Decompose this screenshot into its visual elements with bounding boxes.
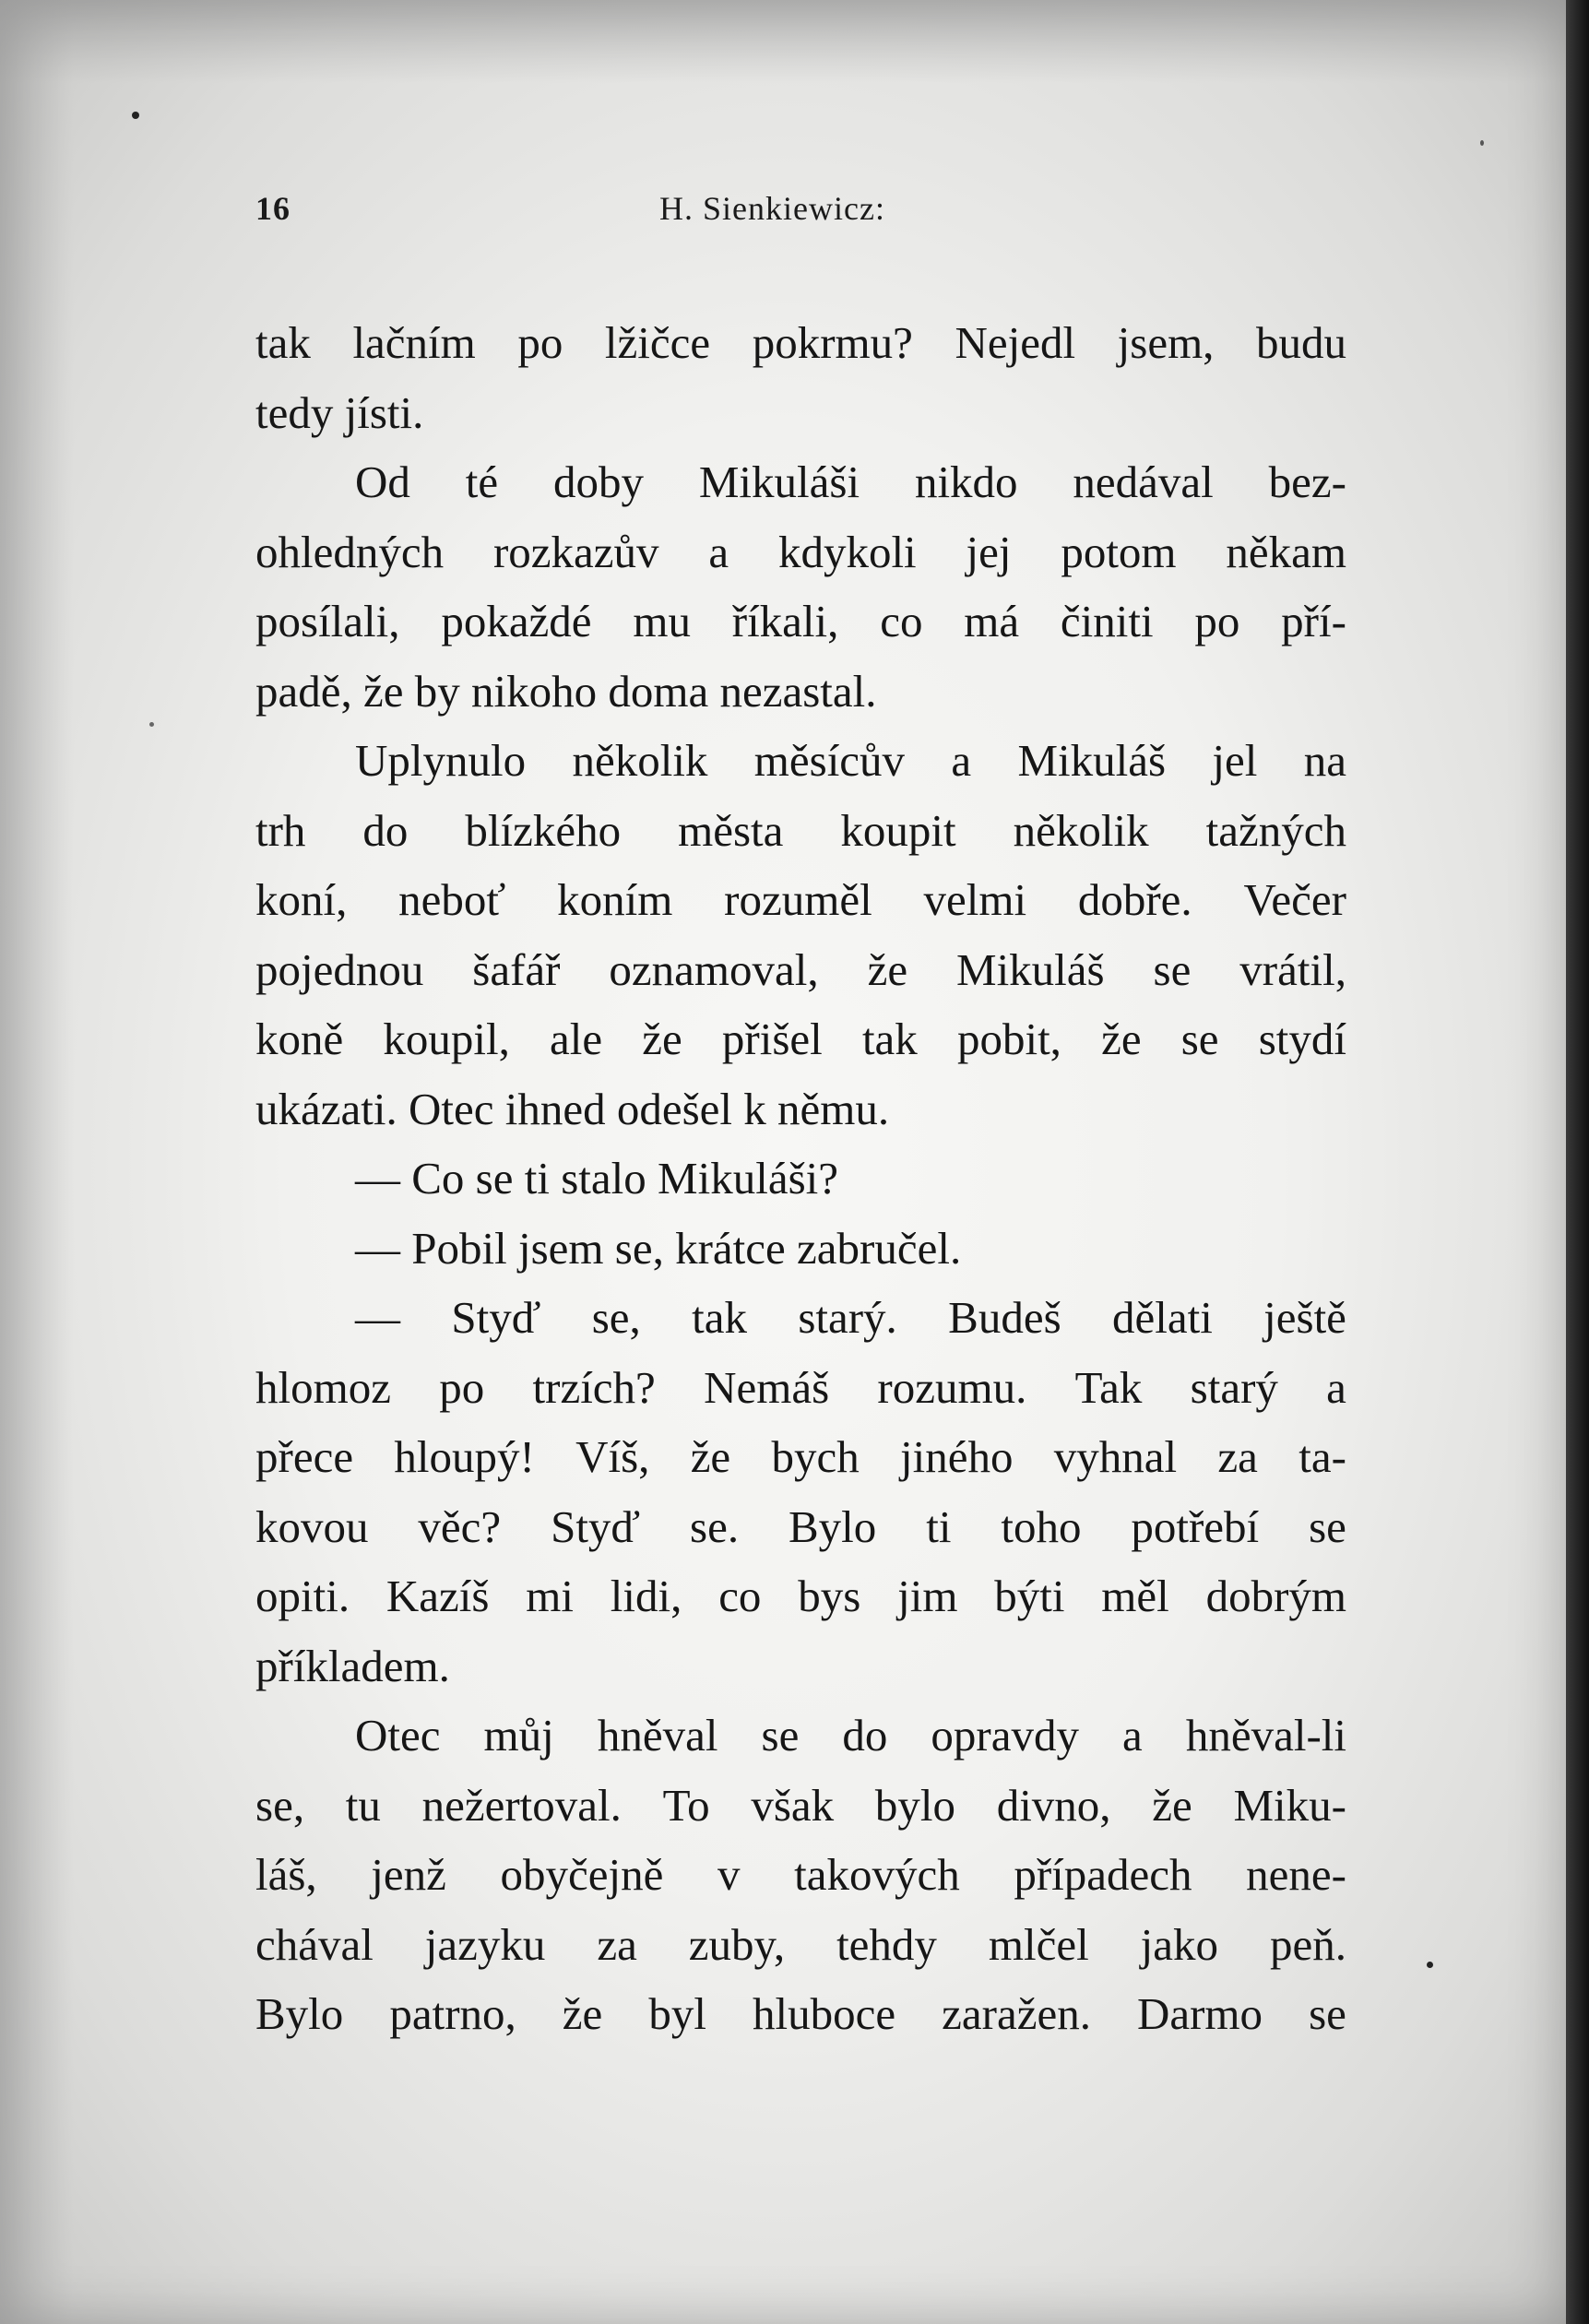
text-line: přece hloupý! Víš, že bych jiného vyhnal za ta- — [255, 1431, 1346, 1482]
text-line: trh do blízkého města koupit několik tažných — [255, 804, 1346, 856]
scan-speck — [1480, 140, 1484, 146]
text-line: tedy jísti. — [255, 386, 424, 438]
scan-speck — [149, 722, 154, 727]
text-line: chával jazyku za zuby, tehdy mlčel jako peň. — [255, 1918, 1346, 1970]
text-line: — Pobil jsem se, krátce zabručel. — [355, 1222, 962, 1274]
text-line: se, tu nežertoval. To však bylo divno, že Miku- — [255, 1779, 1346, 1831]
text-line: Od té doby Mikuláši nikdo nedával bez- — [355, 456, 1346, 507]
text-line: pojednou šafář oznamoval, že Mikuláš se vrátil, — [255, 943, 1346, 995]
text-line: Bylo patrno, že byl hluboce zaražen. Darmo se — [255, 1988, 1346, 2039]
text-line: padě, že by nikoho doma nezastal. — [255, 665, 877, 717]
text-line: Uplynulo několik měsícův a Mikuláš jel na — [355, 735, 1346, 786]
text-line: ukázati. Otec ihned odešel k němu. — [255, 1083, 890, 1134]
text-line: opiti. Kazíš mi lidi, co bys jim býti měl dobrým — [255, 1571, 1346, 1621]
text-line: — Co se ti stalo Mikuláši? — [355, 1153, 838, 1204]
text-line: koně koupil, ale že přišel tak pobit, že se stydí — [255, 1014, 1346, 1064]
text-line: — Styď se, tak starý. Budeš dělati ještě — [355, 1292, 1346, 1343]
text-line: příkladem. — [255, 1640, 450, 1691]
text-line: kovou věc? Styď se. Bylo ti toho potřebí se — [255, 1500, 1346, 1552]
page-header — [255, 189, 1346, 235]
text-line: posílali, pokaždé mu říkali, co má činiti po pří- — [255, 596, 1346, 646]
scan-border — [1566, 0, 1589, 2324]
scan-speck — [1427, 1962, 1433, 1968]
page-number: 16 — [255, 190, 291, 227]
text-line: láš, jenž obyčejně v takových případech nene- — [255, 1849, 1346, 1900]
text-line: ohledných rozkazův a kdykoli jej potom někam — [255, 526, 1346, 577]
text-line: koní, neboť koním rozuměl velmi dobře. Večer — [255, 874, 1346, 925]
text-line: Otec můj hněval se do opravdy a hněval-li — [355, 1710, 1346, 1761]
text-line: tak lačním po lžičce pokrmu? Nejedl jsem, budu — [255, 317, 1346, 368]
body-text — [255, 308, 1346, 2049]
text-line: hlomoz po trzích? Nemáš rozumu. Tak starý a — [255, 1361, 1346, 1413]
scan-speck — [132, 112, 139, 119]
running-head: H. Sienkiewicz: — [659, 190, 885, 227]
